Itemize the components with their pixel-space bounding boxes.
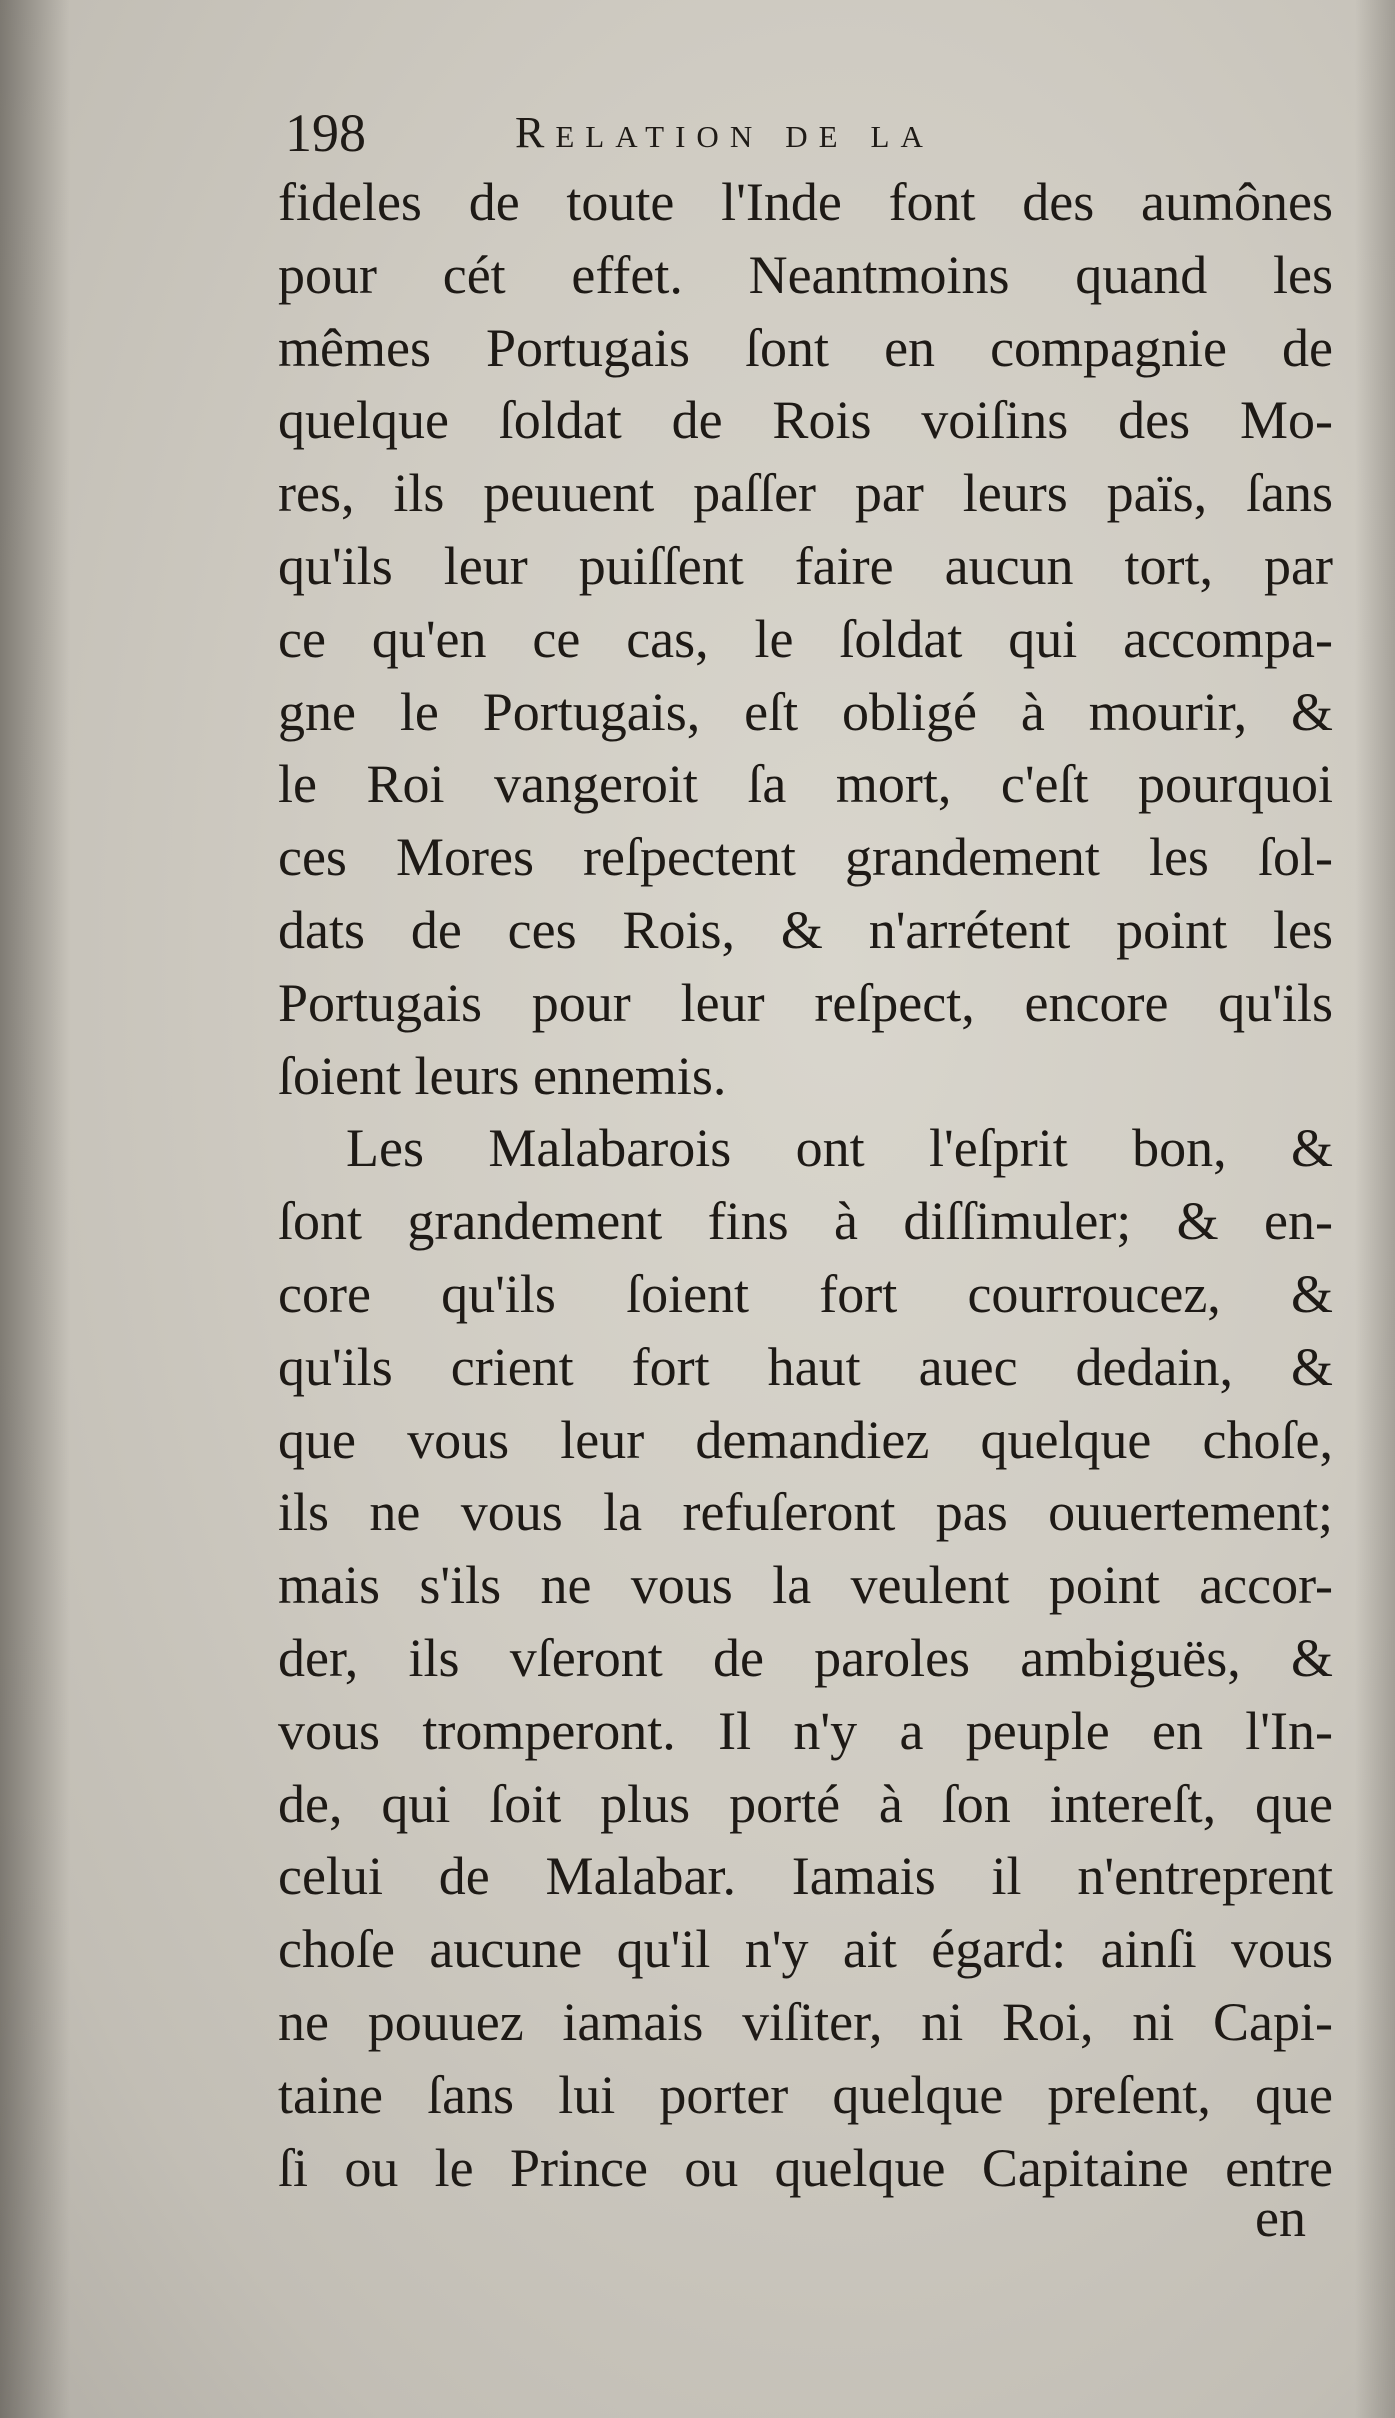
text-line: quelque ſoldat de Rois voiſins des Mo-	[278, 390, 1333, 451]
page-number: 198	[285, 103, 366, 163]
text-line: pour cét effet. Neantmoins quand les	[278, 244, 1333, 305]
body-text	[278, 166, 1333, 2204]
text-line: choſe aucune qu'il n'y ait égard: ainſi vous	[278, 1919, 1333, 1980]
text-line: Portugais pour leur reſpect, encore qu'ils	[278, 972, 1333, 1033]
gutter-shadow	[0, 0, 70, 2418]
paragraph-first-line: Les Malabarois ont l'eſprit bon, &	[346, 1118, 1333, 1179]
text-line: core qu'ils ſoient fort courroucez, &	[278, 1263, 1333, 1324]
text-line: qu'ils leur puiſſent faire aucun tort, par	[278, 535, 1333, 596]
text-line: fideles de toute l'Inde font des aumônes	[278, 172, 1333, 232]
text-line: der, ils vſeront de paroles ambiguës, &	[278, 1627, 1333, 1688]
text-line: vous tromperont. Il n'y a peuple en l'In-	[278, 1700, 1333, 1761]
text-line: ne pouuez iamais viſiter, ni Roi, ni Capi-	[278, 1991, 1333, 2052]
text-line: le Roi vangeroit ſa mort, c'eſt pourquoi	[278, 754, 1333, 815]
catchword: en	[1255, 2188, 1306, 2248]
text-line: mêmes Portugais ſont en compagnie de	[278, 317, 1333, 378]
text-line: taine ſans lui porter quelque preſent, que	[278, 2064, 1333, 2125]
text-line: res, ils peuuent paſſer par leurs païs, ſans	[278, 463, 1333, 524]
text-line: qu'ils crient fort haut auec dedain, &	[278, 1336, 1333, 1397]
text-line: mais s'ils ne vous la veulent point accor-	[278, 1555, 1333, 1616]
text-line: dats de ces Rois, & n'arrétent point les	[278, 899, 1333, 960]
text-line: ces Mores reſpectent grandement les ſol-	[278, 827, 1333, 888]
text-line: celui de Malabar. Iamais il n'entreprent	[278, 1846, 1333, 1907]
page-edge-shadow	[1355, 0, 1395, 2418]
text-line: gne le Portugais, eſt obligé à mourir, &	[278, 681, 1333, 742]
running-title: Relation de la	[515, 108, 934, 157]
text-line: ſi ou le Prince ou quelque Capitaine entre	[278, 2137, 1333, 2198]
paragraph-end-line: ſoient leurs ennemis.	[278, 1045, 727, 1106]
text-line: de, qui ſoit plus porté à ſon intereſt, que	[278, 1773, 1333, 1834]
text-line: ſont grandement fins à diſſimuler; & en-	[278, 1191, 1333, 1252]
text-line: ils ne vous la refuſeront pas ouuertement;	[278, 1482, 1333, 1543]
text-line: que vous leur demandiez quelque choſe,	[278, 1409, 1333, 1470]
text-line: ce qu'en ce cas, le ſoldat qui accompa-	[278, 608, 1333, 669]
